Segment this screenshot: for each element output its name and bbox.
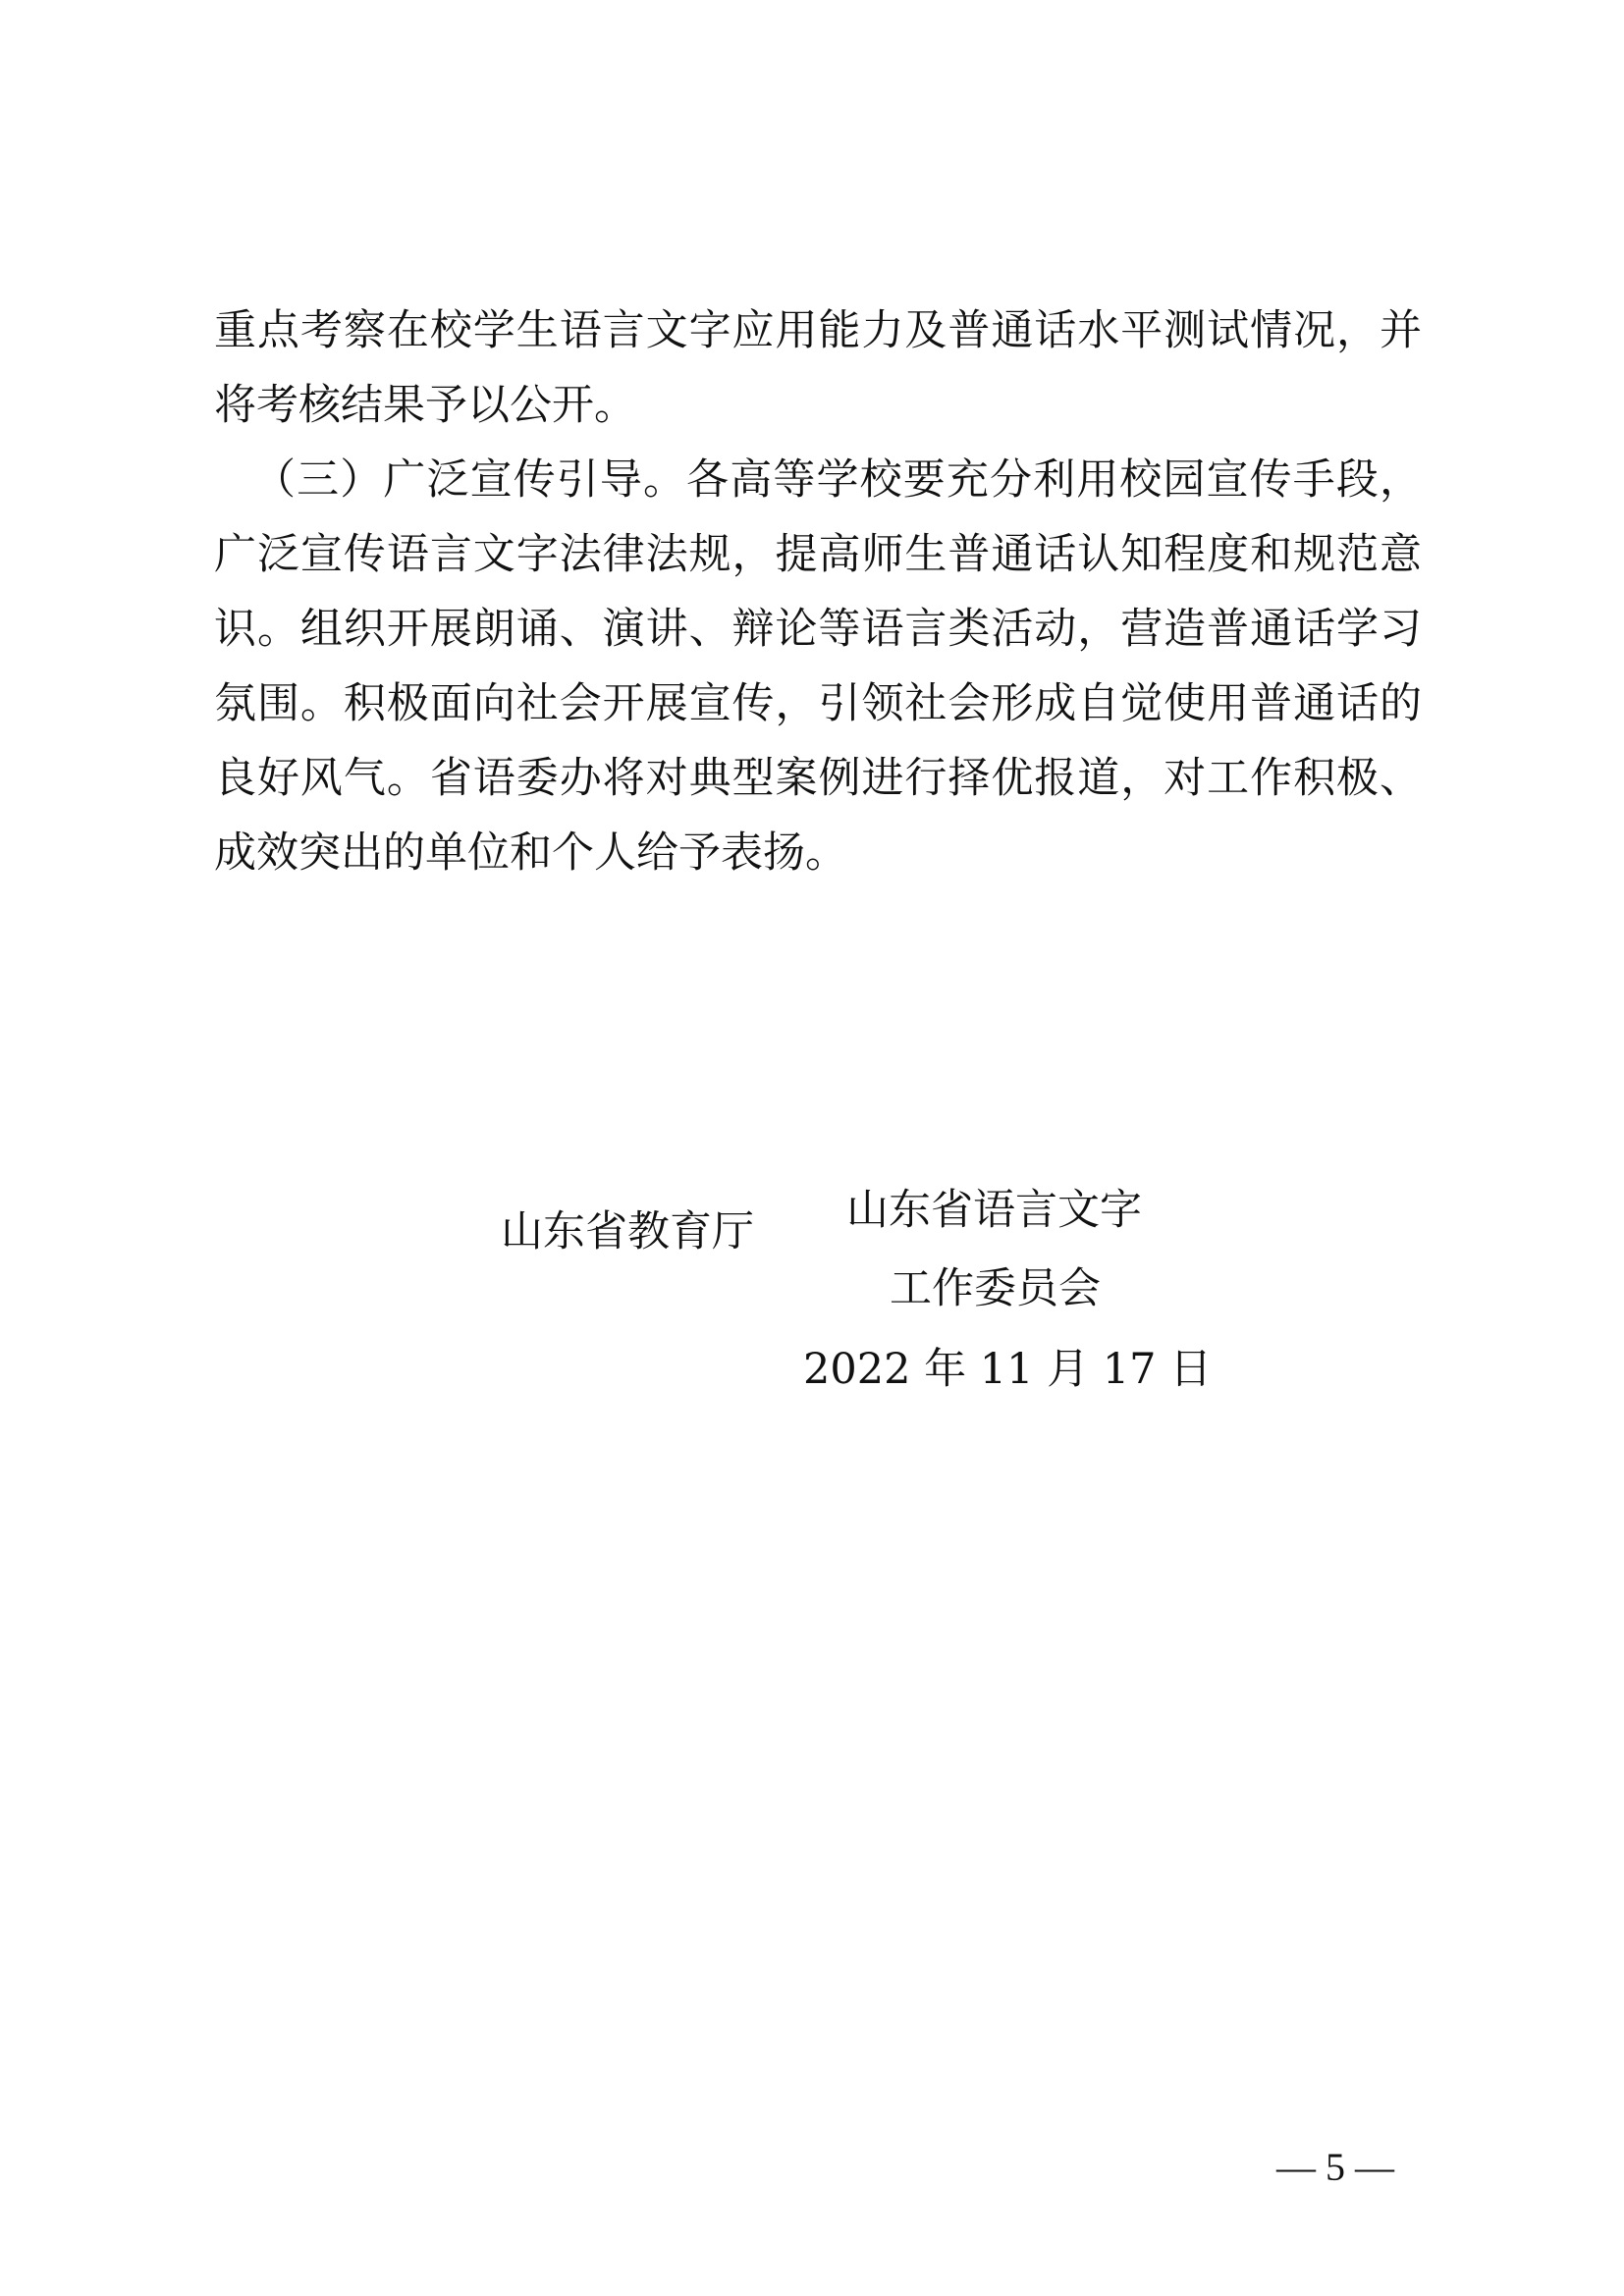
- paragraph-1-line-1: 重点考察在校学生语言文字应用能力及普通话水平测试情况，并: [214, 306, 1422, 355]
- page-number: — 5 —: [1276, 2145, 1394, 2189]
- paragraph-1-line-2: 将考核结果予以公开。: [214, 381, 636, 430]
- issuer-language-committee-line-2: 工作委员会: [890, 1264, 1101, 1313]
- paragraph-2-line-6: 成效突出的单位和个人给予表扬。: [214, 828, 847, 878]
- paragraph-2-line-5: 良好风气。省语委办将对典型案例进行择优报道，对工作积极、: [214, 754, 1422, 803]
- issuer-language-committee-line-1: 山东省语言文字: [846, 1186, 1142, 1235]
- issuer-education-department: 山东省教育厅: [501, 1207, 754, 1256]
- paragraph-2-line-1: （三）广泛宣传引导。各高等学校要充分利用校园宣传手段，: [253, 455, 1422, 505]
- signature-date: 2022 年 11 月 17 日: [803, 1345, 1213, 1394]
- paragraph-2-line-2: 广泛宣传语言文字法律法规，提高师生普通话认知程度和规范意: [214, 530, 1422, 579]
- paragraph-2-line-4: 氛围。积极面向社会开展宣传，引领社会形成自觉使用普通话的: [214, 679, 1422, 728]
- paragraph-2-line-3: 识。组织开展朗诵、演讲、辩论等语言类活动，营造普通话学习: [214, 605, 1422, 654]
